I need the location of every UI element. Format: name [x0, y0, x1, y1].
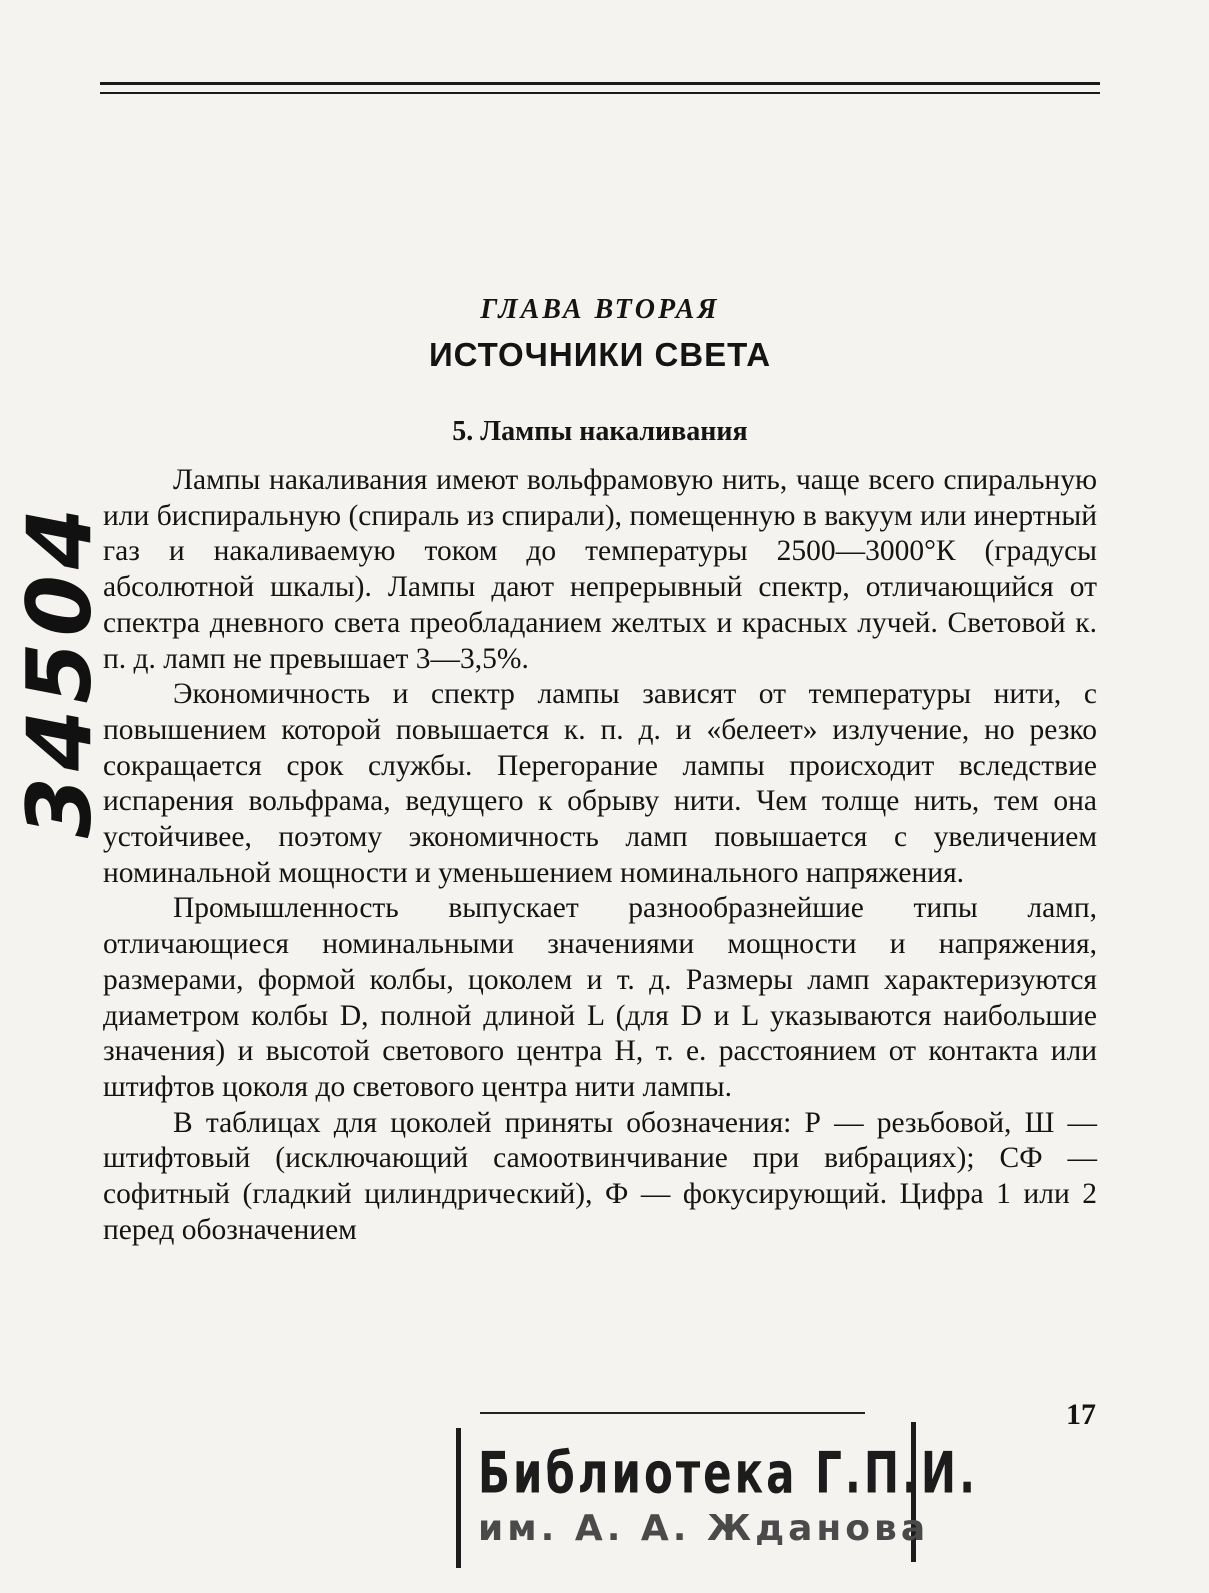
stamp-line-library: Библиотека Г.П.И. [478, 1440, 979, 1507]
paragraph: Лампы накаливания имеют вольфрамовую нить, чаще всего спиральную или биспиральную (спираль из спирали), помещенную в вакуум или инертный газ и накаливаемую током до температуры 2500—3000°К (градусы абсолютной шкалы). Лампы дают непрерывный спектр, отличающийся от спектра дневного света преобладанием желтых и красных лучей. Световой к. п. д. ламп не превышает 3—3,5%. [103, 464, 1097, 675]
library-stamp [456, 1422, 979, 1572]
paragraph: В таблицах для цоколей приняты обозначения: Р — резьбовой, Ш — штифтовый (исключающий самоотвинчивание при вибрациях); СФ — софитный (гладкий цилиндрический), Ф — фокусирующий. Цифра 1 или 2 перед обозначением [103, 1106, 1097, 1246]
top-rule [100, 82, 1100, 85]
top-rule-thin [100, 92, 1100, 94]
section-title: 5. Лампы накаливания [452, 416, 748, 447]
chapter-label: ГЛАВА ВТОРАЯ [480, 294, 720, 325]
paragraph: Экономичность и спектр лампы зависят от температуры нити, с повышением которой повышается к. п. д. и «белеет» излучение, но резко сокращается срок службы. Перегорание лампы происходит вследствие испарения вольфрама, ведущего к обрыву нити. Чем толще нить, тем она устойчивее, поэтому экономичность ламп повышается с увеличением номинальной мощности и уменьшением номинального напряжения. [103, 678, 1097, 889]
body-text [103, 463, 1097, 1248]
page-number: 17 [1066, 1398, 1096, 1431]
paragraph: Промышленность выпускает разнообразнейшие типы ламп, отличающиеся номинальными значениями мощности и напряжения, размерами, формой колбы, цоколем и т. д. Размеры ламп характеризуются диаметром колбы D, полной длиной L (для D и L указываются наибольшие значения) и высотой светового центра H, т. е. расстоянием от контакта или штифтов цоколя до светового центра нити лампы. [103, 892, 1097, 1103]
stamp-line-name: им. А. А. Жданова [478, 1508, 930, 1549]
footer-rule [480, 1412, 865, 1414]
handwritten-margin-number: 34504 [8, 501, 111, 839]
stamp-border-left [456, 1428, 461, 1568]
chapter-title: ИСТОЧНИКИ СВЕТА [428, 336, 772, 373]
